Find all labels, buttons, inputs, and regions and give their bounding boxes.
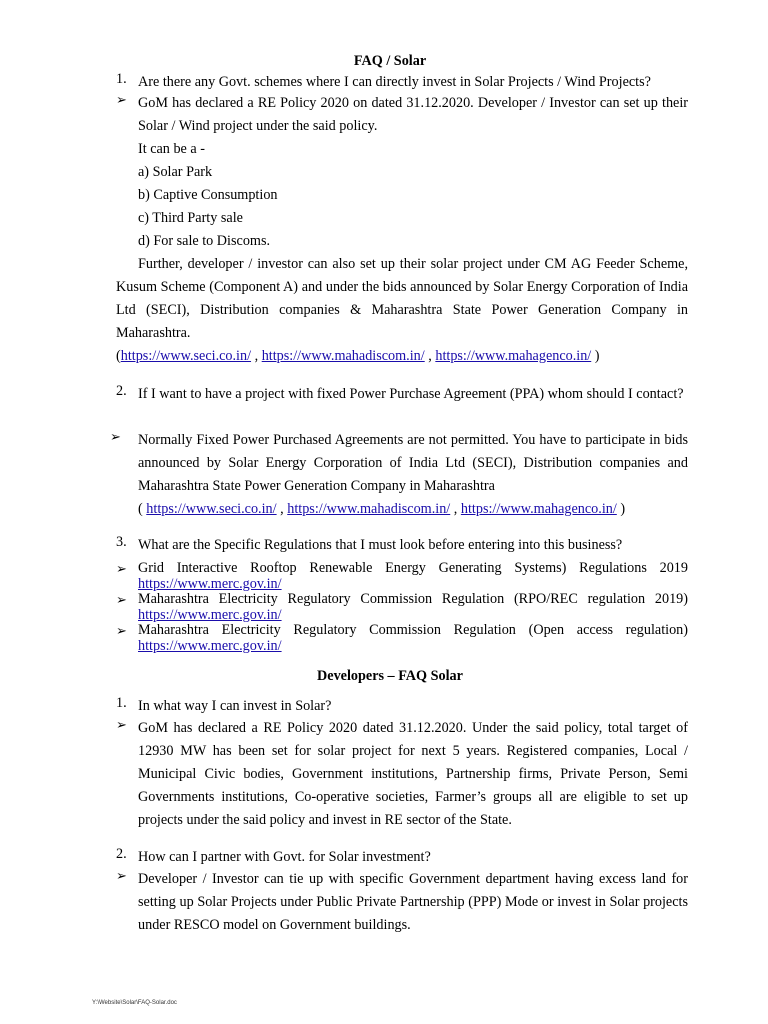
section-title-faq-solar: FAQ / Solar xyxy=(353,53,427,69)
answer-text: GoM has declared a RE Policy 2020 dated 31.12.2020. Under the said policy, total target of 12930 MW has been set for solar project for next 5 years. Registered companies, Local / Municipal Civic bodies, Government institutions, Partnership firms, Private Person, Semi Governments institutions, Co-operative societies, Farmer’s groups all are eligible to set up projects under the said policy and invest in RE sector of the State. xyxy=(138,720,688,828)
question-number: 2. xyxy=(116,846,127,862)
option-item: b) Captive Consumption xyxy=(138,187,278,203)
section-title-developers-faq: Developers – FAQ Solar xyxy=(317,668,463,684)
arrow-bullet-icon: ➢ xyxy=(116,561,127,576)
question-text: What are the Specific Regulations that I must look before entering into this business? xyxy=(138,537,623,553)
option-item: c) Third Party sale xyxy=(138,210,243,226)
regulation-text: Maharashtra Electricity Regulatory Commission Regulation (Open access regulation) xyxy=(138,622,688,638)
arrow-bullet-icon: ➢ xyxy=(116,592,127,607)
dev-question-1 xyxy=(116,695,688,718)
paren-open: ( xyxy=(138,501,147,517)
merc-link[interactable]: https://www.merc.gov.in/ xyxy=(138,606,282,623)
paren-close: ) xyxy=(591,348,600,364)
question-number: 3. xyxy=(116,534,127,550)
answer-2 xyxy=(110,429,688,498)
mahadiscom-link[interactable]: https://www.mahadiscom.in/ xyxy=(261,348,425,364)
seci-link[interactable]: https://www.seci.co.in/ xyxy=(146,501,277,517)
mahagenco-link[interactable]: https://www.mahagenco.in/ xyxy=(460,501,617,517)
option-item: a) Solar Park xyxy=(138,164,213,180)
link-separator: , xyxy=(424,348,436,364)
arrow-bullet-icon: ➢ xyxy=(116,868,127,883)
option-item: d) For sale to Discoms. xyxy=(138,233,271,249)
arrow-bullet-icon: ➢ xyxy=(116,92,127,107)
regulation-text: Maharashtra Electricity Regulatory Commission Regulation (RPO/REC regulation 2019) xyxy=(138,591,688,607)
further-text: Further, developer / investor can also set up their solar project under CM AG Feeder Scheme, Kusum Scheme (Component A) and under the bids announced by Solar Energy Corporation of India Ltd (SECI), Distribution companies & Maharashtra State Power Generation Company in Maharashtra. xyxy=(116,256,688,341)
question-number: 2. xyxy=(116,383,127,399)
question-2 xyxy=(116,383,688,406)
link-separator: , xyxy=(276,501,288,517)
regulation-item xyxy=(116,592,688,623)
mahadiscom-link[interactable]: https://www.mahadiscom.in/ xyxy=(287,501,451,517)
arrow-bullet-icon: ➢ xyxy=(116,623,127,638)
merc-link[interactable]: https://www.merc.gov.in/ xyxy=(138,637,282,654)
arrow-bullet-icon: ➢ xyxy=(116,717,127,732)
dev-question-2 xyxy=(116,846,688,869)
answer-1 xyxy=(116,92,688,253)
can-be-label: It can be a - xyxy=(138,141,205,157)
further-paragraph xyxy=(116,253,688,345)
link-separator: , xyxy=(450,501,461,517)
question-text: In what way I can invest in Solar? xyxy=(138,698,332,714)
question-text: If I want to have a project with fixed Power Purchase Agreement (PPA) whom should I contact? xyxy=(138,386,684,402)
question-number: 1. xyxy=(116,695,127,711)
answer-text: GoM has declared a RE Policy 2020 on dated 31.12.2020. Developer / Investor can set up their Solar / Wind project under the said policy. xyxy=(138,95,688,134)
question-text: How can I partner with Govt. for Solar investment? xyxy=(138,849,431,865)
regulation-text: Grid Interactive Rooftop Renewable Energy Generating Systems) Regulations 2019 xyxy=(138,560,688,576)
arrow-bullet-icon: ➢ xyxy=(110,429,121,444)
seci-link[interactable]: https://www.seci.co.in/ xyxy=(120,348,252,364)
link-separator: , xyxy=(251,348,262,364)
regulation-item xyxy=(116,561,688,592)
paren-open: ( xyxy=(116,348,121,364)
question-number: 1. xyxy=(116,71,127,87)
question-3 xyxy=(116,534,688,557)
dev-answer-1 xyxy=(116,717,688,832)
merc-link[interactable]: https://www.merc.gov.in/ xyxy=(138,575,282,592)
mahagenco-link[interactable]: https://www.mahagenco.in/ xyxy=(435,348,592,364)
dev-answer-2 xyxy=(116,868,688,937)
footer-file-path: Y:\Website\Solar\FAQ-Solar.doc xyxy=(92,1000,177,1006)
answer-text: Developer / Investor can tie up with specific Government department having excess land for setting up Solar Projects under Public Private Partnership (PPP) Mode or invest in Solar projects under RESCO model on Government buildings. xyxy=(138,871,688,933)
links-line-1 xyxy=(116,345,688,368)
paren-close: ) xyxy=(616,501,626,517)
answer-text: Normally Fixed Power Purchased Agreements are not permitted. You have to participate in bids announced by Solar Energy Corporation of India Ltd (SECI), Distribution companies and Maharashtra State Power Generation Company in Maharashtra xyxy=(138,432,688,494)
regulation-item xyxy=(116,623,688,654)
links-line-2 xyxy=(138,498,688,521)
question-1 xyxy=(116,71,688,94)
question-text: Are there any Govt. schemes where I can directly invest in Solar Projects / Wind Projects? xyxy=(138,74,651,90)
